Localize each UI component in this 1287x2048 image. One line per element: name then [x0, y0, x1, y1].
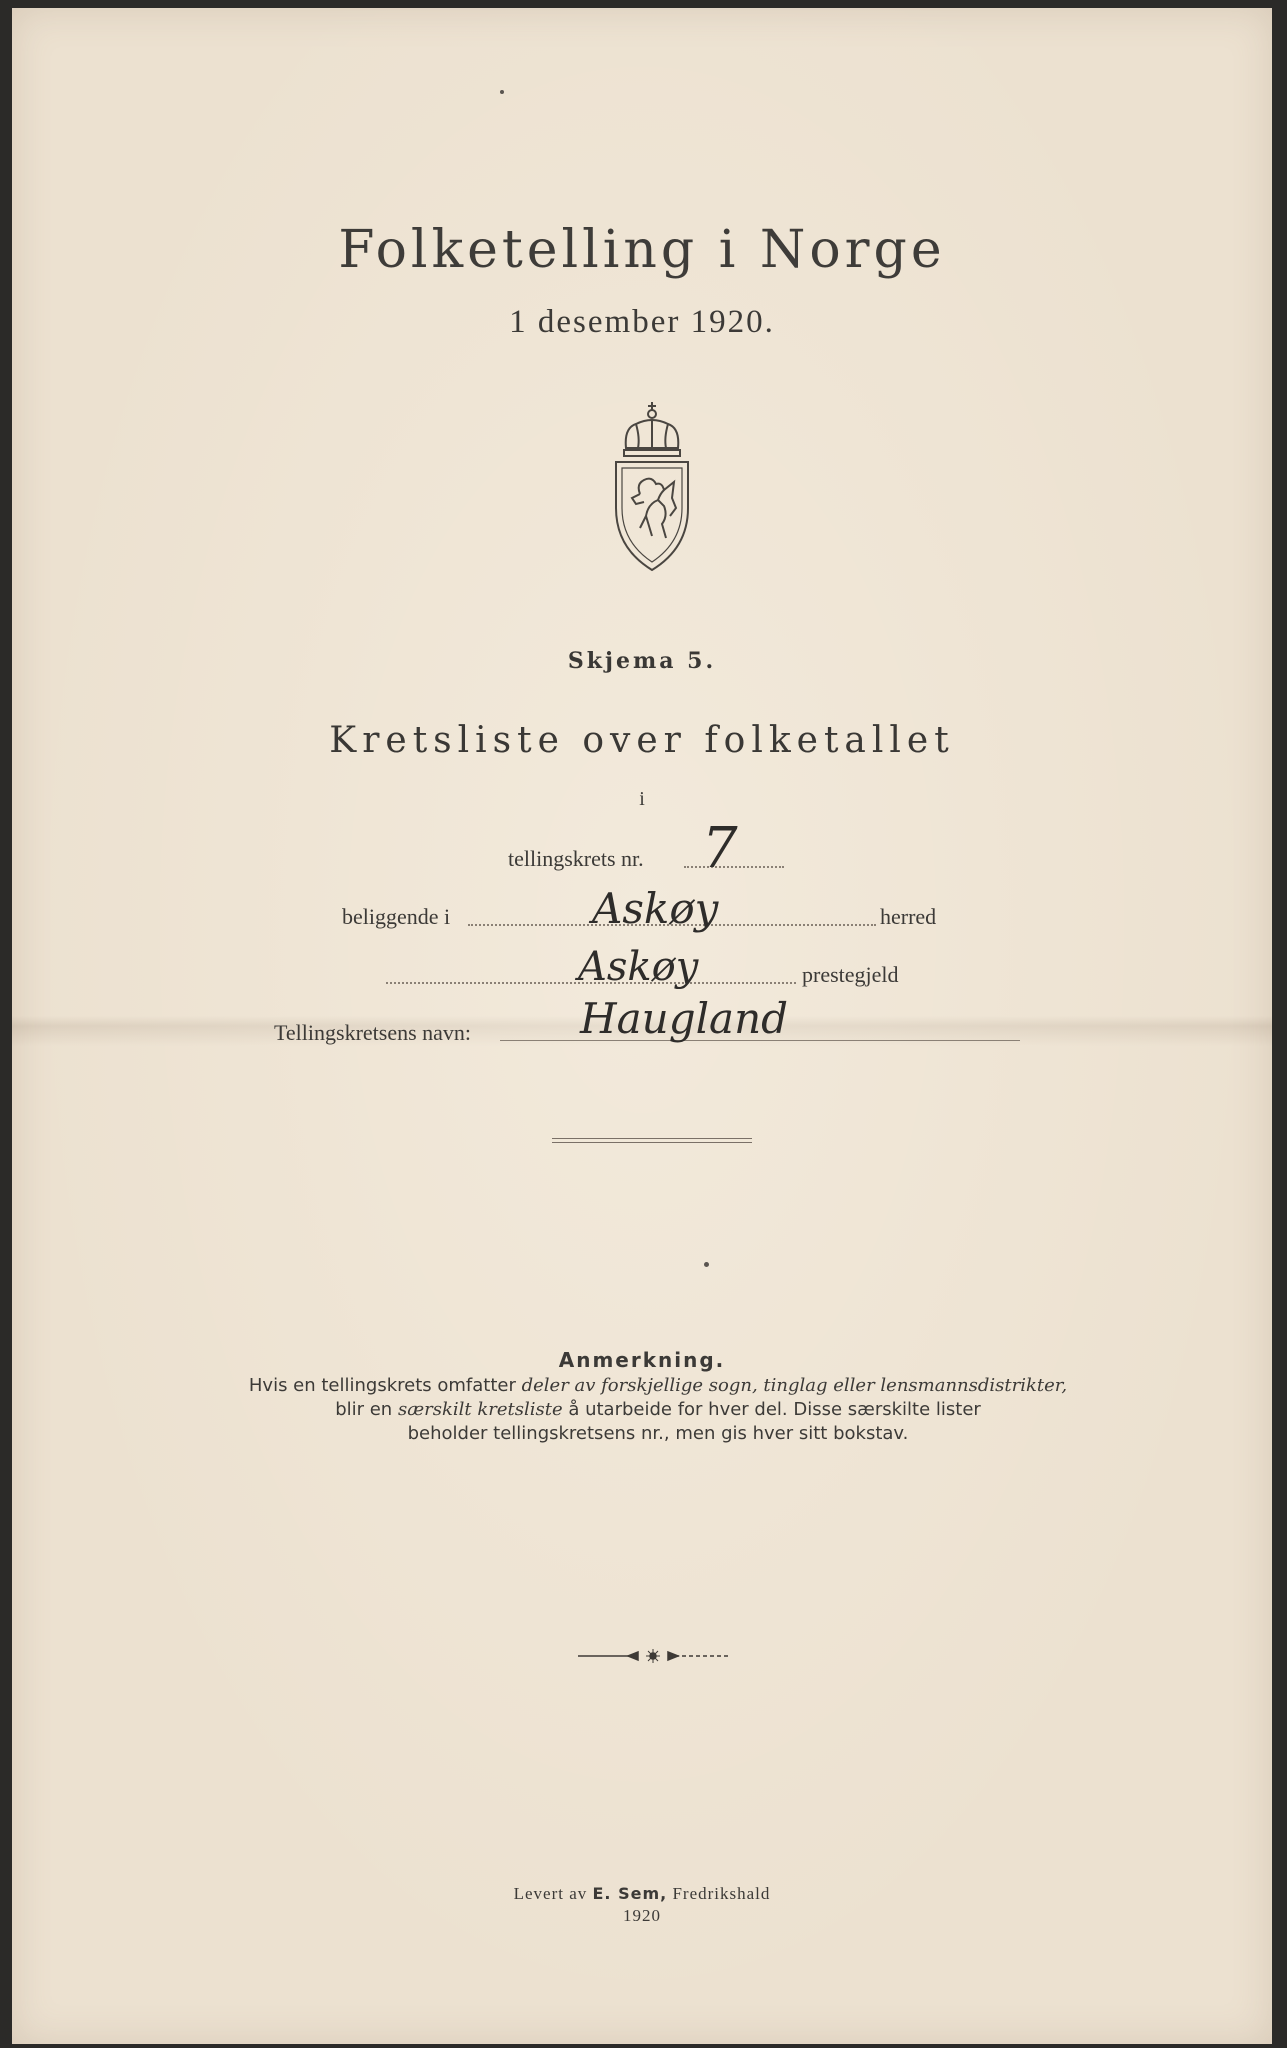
document-title: Folketelling i Norge: [338, 220, 946, 280]
printer-credit: Levert av E. Sem, Fredrikshald: [513, 1884, 771, 1903]
beliggende-label: beliggende i: [342, 904, 451, 929]
ink-speck: [704, 1262, 709, 1267]
prestegjeld-label: prestegjeld: [802, 962, 899, 987]
section-divider: [552, 1138, 752, 1143]
beliggende-value: Askøy: [592, 884, 719, 933]
preposition-text: i: [639, 788, 645, 810]
form-heading: Kretsliste over folketallet: [329, 720, 955, 761]
krets-number-label: tellingskrets nr.: [508, 846, 644, 871]
census-form-page: [12, 8, 1272, 2044]
note-line-1: Hvis en tellingskrets omfatter deler av forskjellige sogn, tinglag eller lensmannsdistrikter,: [248, 1375, 1068, 1396]
krets-name-label: Tellingskretsens navn:: [274, 1020, 472, 1045]
krets-name-value: Haugland: [580, 994, 789, 1043]
note-title: Anmerkning.: [558, 1348, 726, 1372]
ink-speck: [500, 90, 504, 94]
prestegjeld-value: Askøy: [578, 944, 699, 990]
printer-year: 1920: [623, 1906, 661, 1925]
ornament-divider-icon: [578, 1646, 728, 1666]
note-line-3: beholder tellingskretsens nr., men gis hver sitt bokstav.: [407, 1423, 909, 1444]
herred-label: herred: [880, 904, 937, 929]
census-date: 1 desember 1920.: [509, 304, 775, 340]
note-line-2: blir en særskilt kretsliste å utarbeide for hver del. Disse særskilte lister: [335, 1399, 981, 1420]
norwegian-coat-of-arms-icon: [602, 398, 702, 578]
krets-number-value: 7: [702, 816, 738, 881]
schema-number: Skjema 5.: [567, 648, 717, 674]
note-text: [230, 1374, 1086, 1446]
